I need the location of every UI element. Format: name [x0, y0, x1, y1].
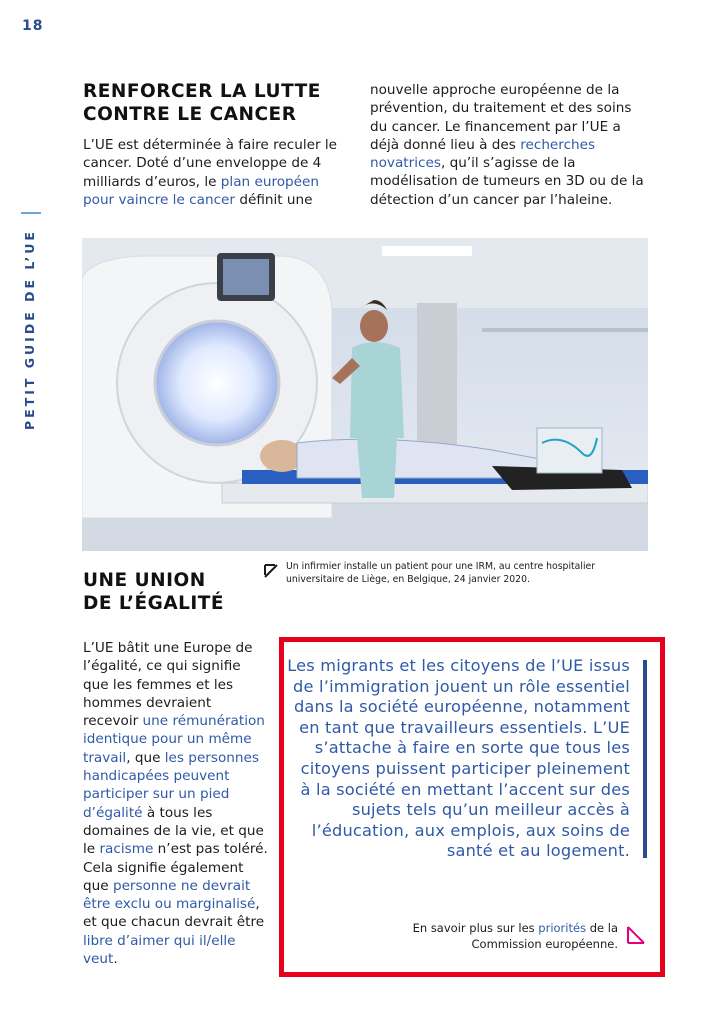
- more-info-text: [380, 920, 618, 952]
- quote-bar: [643, 660, 647, 858]
- text: nouvelle approche européenne de la prévention, du traitement et des soins du cancer. Le financement par l’UE a déjà donné lieu à des: [370, 82, 632, 153]
- section-equality-title: [83, 569, 283, 615]
- mri-photo-illustration: [82, 238, 648, 551]
- priorities-link[interactable]: priorités: [538, 921, 587, 935]
- text: .: [113, 951, 118, 968]
- section-cancer-title: [83, 80, 343, 126]
- inclusion-link[interactable]: personne ne devrait être exclu ou marginalisé: [83, 877, 256, 913]
- page-number: 18: [22, 18, 44, 34]
- pull-quote: Les migrants et les citoyens de l’UE issus de l’immigration jouent un rôle essentiel dans la société européenne, notamment en tant que travailleurs essentiels. L’UE s’attache à faire en sorte que tous les citoyens puissent participer pleinement à la société en mettant l’accent sur des sujets tels qu’un meilleur accès à l’éducation, aux emplois, aux soins de santé et au logement.: [287, 656, 630, 861]
- photo-caption: Un infirmier installe un patient pour une IRM, au centre hospitalier universitaire de Liège, en Belgique, 24 janvier 2020.: [286, 561, 596, 585]
- side-title: PETIT GUIDE DE L’UE: [22, 229, 37, 430]
- cancer-paragraph-right: [370, 81, 650, 209]
- title-line: RENFORCER LA LUTTE: [83, 81, 321, 102]
- cancer-paragraph-left: [83, 136, 345, 209]
- title-line: DE L’ÉGALITÉ: [83, 593, 225, 614]
- arrow-link-icon[interactable]: [625, 924, 647, 946]
- text: à tous les domaines de la vie, et que le: [83, 804, 264, 858]
- text: , qu’il s’agisse de la modélisation de tumeurs en 3D ou de la détection d’un cancer par l’haleine.: [370, 155, 644, 208]
- text: En savoir plus sur les: [412, 921, 539, 935]
- title-line: CONTRE LE CANCER: [83, 104, 297, 125]
- equality-paragraph: [83, 639, 268, 968]
- side-accent-line: [21, 212, 41, 214]
- text: de la Commission européenne.: [471, 921, 618, 951]
- text: n’est pas toléré. Cela signifie également que: [83, 841, 268, 894]
- text: L’UE est déterminée à faire reculer le cancer. Doté d’une enveloppe de 4 milliards d’euros, le: [83, 137, 338, 190]
- text: , que: [126, 749, 165, 766]
- equal-pay-link[interactable]: une rémunération identique pour un même travail: [83, 713, 265, 766]
- lgbtiq-link[interactable]: libre d’aimer qui il/elle veut: [83, 932, 236, 968]
- racism-link[interactable]: racisme: [99, 841, 154, 858]
- text: définit une: [235, 191, 313, 208]
- text: , et que chacun devrait être: [83, 896, 265, 931]
- recherches-link[interactable]: recherches novatrices: [370, 136, 596, 172]
- disability-link[interactable]: les personnes handicapées peuvent participer sur un pied d’égalité: [83, 749, 259, 821]
- plan-cancer-link[interactable]: plan européen pour vaincre le cancer: [83, 173, 320, 208]
- text: L’UE bâtit une Europe de l’égalité, ce qui signifie que les femmes et les hommes devraient recevoir: [83, 640, 253, 730]
- title-line: UNE UNION: [83, 570, 206, 591]
- mri-photo: [82, 238, 648, 551]
